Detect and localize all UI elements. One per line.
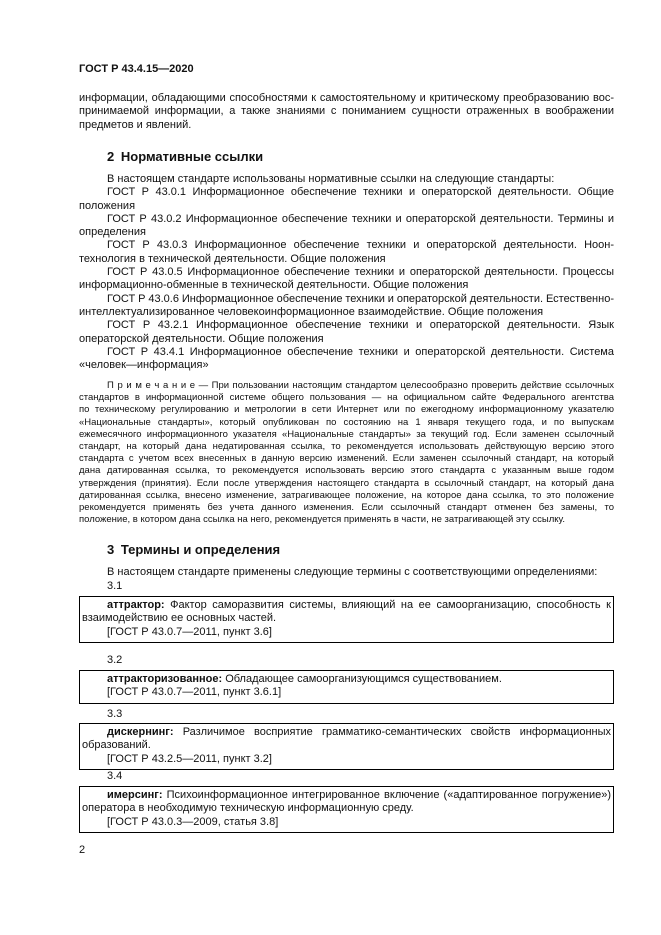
- term-source: [ГОСТ Р 43.2.5—2011, пункт 3.2]: [107, 752, 272, 765]
- reference-item: [79, 213, 614, 240]
- section-title: Термины и определения: [120, 542, 281, 557]
- term-line: [82, 789, 611, 802]
- reference-line: ГОСТ Р 43.0.3 Информационное обеспечение техники и операторской деятельности. Ноон-: [107, 239, 614, 252]
- term-definition-line: оператора в необходимую техническую информационную среду.: [82, 802, 414, 815]
- term-definition-line: взаимодействию ее основных частей.: [82, 612, 277, 625]
- note-line: дана датированная ссылка, то рекомендуется использовать версию этого стандарта с указанным выше годом: [79, 465, 614, 477]
- note-line: утверждения (принятия). Если после утверждения настоящего стандарта в ссылочный стандарт, на который дана: [79, 477, 614, 489]
- reference-line: интеллектуализированное человекоинформационное взаимодействие. Общие положения: [79, 305, 544, 318]
- term-box: [79, 670, 614, 704]
- reference-item: [79, 346, 614, 373]
- note-line: стандартов в информационной системе общего пользования — на официальном сайте Федерального агентства: [79, 392, 614, 404]
- reference-line: технология в технической деятельности. Общие положения: [79, 252, 386, 265]
- note-line: стандарт, на который дана недатированная ссылка, то рекомендуется использовать действующую версию этого: [79, 441, 614, 453]
- term-source: [ГОСТ Р 43.0.7—2011, пункт 3.6.1]: [107, 686, 282, 699]
- reference-line: положения: [79, 199, 136, 212]
- reference-line: ГОСТ Р 43.0.6 Информационное обеспечение техники и операторской деятельности. Естественно-: [107, 292, 614, 305]
- reference-line: ГОСТ Р 43.0.5 Информационное обеспечение техники и операторской деятельности. Процессы: [107, 266, 614, 279]
- note-line: стандарта с учетом всех внесенных в данную версию изменений. Если заменен ссылочный стандарт, на который: [79, 453, 614, 465]
- reference-item: [79, 186, 614, 213]
- term-name: аттракторизованное:: [107, 673, 223, 685]
- reference-line: ГОСТ Р 43.0.1 Информационное обеспечение техники и операторской деятельности. Общие: [107, 186, 614, 199]
- term-line: [82, 599, 611, 612]
- section-heading: [107, 542, 280, 558]
- term-name: аттрактор:: [107, 599, 165, 611]
- reference-line: ГОСТ Р 43.4.1 Информационное обеспечение техники и операторской деятельности. Система: [107, 345, 614, 358]
- term-line: [82, 726, 611, 739]
- paragraph-line: информации, обладающими способностями к самостоятельному и критическому преобразованию вос-: [79, 92, 614, 104]
- reference-item: [79, 239, 614, 266]
- reference-item: [79, 319, 614, 346]
- note-text: — При пользовании настоящим стандартом целесообразно проверить действие ссылочных: [198, 380, 614, 391]
- reference-line: определения: [79, 226, 146, 239]
- term-box: [79, 786, 614, 833]
- normative-references: [79, 173, 614, 372]
- section-number: 3: [107, 542, 115, 557]
- term-box: [79, 596, 614, 643]
- reference-line: информационно-обменные в технической деятельности. Общие положения: [79, 279, 469, 292]
- section-heading: [107, 149, 263, 165]
- term-number: 3.3: [107, 708, 123, 720]
- note-line: рекомендуется применять без учета данного изменения. Если ссылочный стандарт отменен без замены, то: [79, 502, 614, 514]
- note-line: положение, в котором дана ссылка на него, рекомендуется применять в части, не затрагивающей эту ссылку.: [79, 514, 565, 526]
- standard-code-header: ГОСТ Р 43.4.15—2020: [79, 63, 194, 75]
- note-line: по техническому регулированию и метрологии в сети Интернет или по ежегодному информационному указателю: [79, 404, 614, 416]
- note-line: «Национальные стандарты», который опубликован по состоянию на 1 января текущего года, и по выпускам: [79, 416, 614, 428]
- page-number: 2: [79, 844, 86, 856]
- reference-line: «человек—информация»: [79, 359, 209, 372]
- terms-intro: [79, 566, 614, 579]
- term-number: 3.4: [107, 770, 123, 782]
- paragraph-line: принимаемой информации, а также знаниями с пониманием сущности отраженных в воображении: [79, 105, 614, 118]
- section-intro: В настоящем стандарте использованы нормативные ссылки на следующие стандарты:: [107, 173, 555, 185]
- note-line: ежемесячного информационного указателя «Национальные стандарты» за текущий год. Если заменен ссылочный: [79, 428, 614, 440]
- section-intro: В настоящем стандарте применены следующие термины с соответствующими определениями:: [107, 566, 598, 578]
- continuation-paragraph: [79, 92, 614, 132]
- term-number: 3.2: [107, 654, 123, 666]
- reference-line: операторской деятельности. Общие положения: [79, 332, 324, 345]
- term-definition-line: образований.: [82, 739, 151, 752]
- term-number: 3.1: [107, 580, 123, 592]
- note-label: П р и м е ч а н и е: [107, 380, 196, 391]
- references-note: [79, 380, 614, 526]
- section-title: Нормативные ссылки: [120, 149, 264, 164]
- reference-item: [79, 266, 614, 293]
- term-name: имерсинг:: [107, 789, 163, 801]
- term-definition: Обладающее самоорганизующимся существованием.: [225, 673, 502, 685]
- reference-line: ГОСТ Р 43.0.2 Информационное обеспечение техники и операторской деятельности. Термины и: [107, 212, 614, 225]
- term-definition: Психоинформационное интегрированное включение («адаптированное погружение»): [166, 789, 611, 801]
- term-line: [82, 673, 611, 686]
- section-number: 2: [107, 149, 115, 164]
- term-source: [ГОСТ Р 43.0.3—2009, статья 3.8]: [107, 815, 279, 828]
- note-line: датированная ссылка, внесено изменение, затрагивающее положение, на которое дана ссылка, то это положение: [79, 489, 614, 501]
- reference-item: [79, 293, 614, 320]
- term-name: дискернинг:: [107, 726, 174, 738]
- paragraph-line: предметов и явлений.: [79, 118, 192, 131]
- note-line: [79, 380, 614, 392]
- reference-line: ГОСТ Р 43.2.1 Информационное обеспечение техники и операторской деятельности. Язык: [107, 319, 614, 332]
- term-definition: Различимое восприятие грамматико-семантических свойств информационных: [182, 726, 611, 738]
- term-box: [79, 723, 614, 770]
- term-definition: Фактор саморазвития системы, влияющий на ее самоорганизацию, способность к: [170, 599, 611, 611]
- term-source: [ГОСТ Р 43.0.7—2011, пункт 3.6]: [107, 625, 272, 638]
